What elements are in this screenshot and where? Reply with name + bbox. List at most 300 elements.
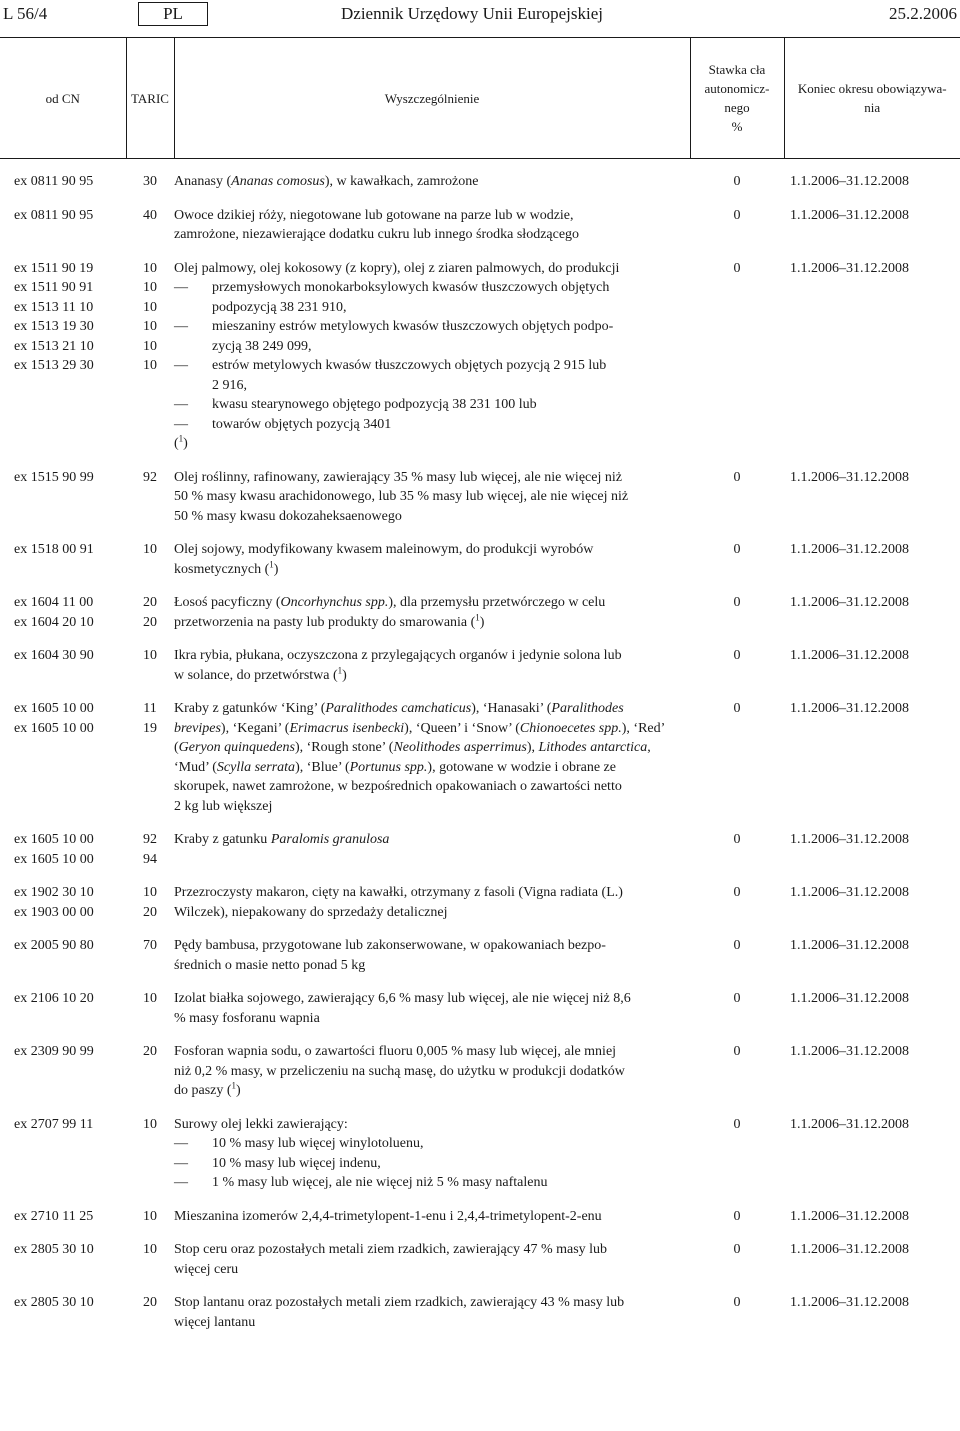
description-line: [174, 883, 682, 903]
text-span: Kraby z gatunku: [174, 832, 271, 847]
cn-code-cell: [0, 593, 126, 632]
dash-mark: —: [174, 280, 188, 295]
dash-item-text: [212, 278, 682, 317]
taric-code: 20: [143, 1295, 157, 1310]
taric-code: 10: [143, 299, 157, 315]
language-box: PL: [138, 2, 208, 26]
dash-item: [174, 415, 682, 435]
rate-cell: 0: [733, 469, 741, 485]
text-span: Surowy olej lekki zawierający:: [174, 1116, 348, 1132]
description-line: [174, 540, 682, 560]
description-cell: [174, 1115, 690, 1193]
italic-text: Paralithodes camchaticus: [325, 701, 472, 716]
dash-item: [174, 1154, 682, 1174]
cn-code: ex 1511 90 19: [14, 260, 94, 276]
taric-code: 20: [143, 1044, 157, 1059]
spacer-cell: [0, 192, 960, 206]
text-span: ), ‘Blue’ (: [295, 759, 350, 775]
table-row: [0, 830, 960, 869]
cn-code: ex 1605 10 00: [14, 701, 94, 716]
text-span: ), ‘Kegani’ (: [220, 720, 290, 736]
table-row: [0, 468, 960, 527]
period-cell: 1.1.2006–31.12.2008: [790, 174, 909, 189]
description-line: [174, 777, 682, 797]
description-line: [174, 487, 682, 507]
description-cell: [174, 1293, 690, 1332]
cn-code: ex 1902 30 10: [14, 885, 94, 900]
text-span: Fosforan wapnia sodu, o zawartości fluoru 0,005 % masy lub więcej, ale mniej: [174, 1044, 617, 1059]
cn-code: ex 1513 29 30: [14, 358, 94, 373]
taric-code: 94: [143, 851, 157, 867]
cn-code: ex 2005 90 80: [14, 938, 94, 953]
description-line: [174, 1042, 682, 1062]
dash-item-line: estrów metylowych kwasów tłuszczowych objętych pozycją 2 915 lub: [212, 358, 607, 373]
table-row: [0, 989, 960, 1028]
description-line: [174, 613, 682, 633]
dash-item: [174, 356, 682, 395]
text-span: zamrożone, niezawierające dodatku cukru lub innego środka słodzącego: [174, 227, 580, 242]
spacer-cell: [0, 975, 960, 989]
text-span: więcej lantanu: [174, 1314, 256, 1330]
period-cell: 1.1.2006–31.12.2008: [790, 1208, 909, 1224]
table-row: [0, 1240, 960, 1279]
row-spacer: [0, 526, 960, 540]
text-span: Przezroczysty makaron, cięty na kawałki, otrzymany z fasoli (Vigna radiata (L.): [174, 885, 623, 900]
period-cell: 1.1.2006–31.12.2008: [790, 648, 909, 663]
row-spacer: [0, 245, 960, 259]
italic-text: Neolithodes asperrimus: [393, 740, 527, 755]
text-span: Olej palmowy, olej kokosowy (z kopry), olej z ziaren palmowych, do produkcji: [174, 260, 620, 276]
cn-code: ex 2805 30 10: [14, 1295, 94, 1310]
dash-item: [174, 395, 682, 415]
description-cell: [174, 646, 690, 685]
italic-text: Ananas comosus: [231, 174, 325, 189]
text-span: % masy fosforanu wapnia: [174, 1010, 320, 1026]
rate-header-line: nego: [724, 100, 750, 115]
description-cell: [174, 259, 690, 454]
cn-code: ex 2106 10 20: [14, 991, 94, 1006]
text-span: ): [273, 561, 279, 577]
description-line: [174, 468, 682, 488]
table-row: [0, 259, 960, 454]
text-span: więcej ceru: [174, 1261, 239, 1277]
row-spacer: [0, 579, 960, 593]
description-line: [174, 1062, 682, 1082]
period-cell: 1.1.2006–31.12.2008: [790, 938, 909, 953]
text-span: kosmetycznych (: [174, 561, 270, 577]
description-line: [174, 1009, 682, 1029]
text-span: Ikra rybia, płukana, oczyszczona z przylegających organów i jedynie solona lub: [174, 648, 622, 663]
dash-mark: —: [174, 1155, 188, 1171]
text-span: do paszy (: [174, 1083, 232, 1098]
description-line: [174, 1115, 682, 1135]
taric-code: 10: [143, 1208, 157, 1224]
text-span: ,: [647, 740, 651, 755]
spacer-cell: [0, 526, 960, 540]
cn-code: ex 2805 30 10: [14, 1242, 94, 1257]
dash-item-line: towarów objętych pozycją 3401: [212, 416, 392, 432]
text-span: Mieszanina izomerów 2,4,4-trimetylopent-1-enu i 2,4,4-trimetylopent-2-enu: [174, 1208, 602, 1224]
cn-code: ex 1515 90 99: [14, 469, 94, 485]
dash-item-line: podpozycją 38 231 910,: [212, 299, 347, 315]
rate-cell: 0: [733, 174, 741, 189]
text-span: Olej sojowy, modyfikowany kwasem maleinowym, do produkcji wyrobów: [174, 542, 594, 557]
taric-code: 92: [143, 469, 157, 485]
spacer-cell: [0, 579, 960, 593]
description-cell: [174, 883, 690, 922]
cn-code: ex 1604 11 00: [14, 595, 94, 610]
text-span: przetworzenia na pasty lub produkty do smarowania (: [174, 614, 476, 630]
dash-item: [174, 278, 682, 317]
dash-item: [174, 1173, 682, 1193]
period-cell: 1.1.2006–31.12.2008: [790, 1044, 909, 1059]
dash-item-line: 10 % masy lub więcej indenu,: [212, 1155, 381, 1171]
row-spacer: [0, 922, 960, 936]
cn-code: ex 1511 90 91: [14, 280, 94, 295]
italic-text: Erimacrus isenbecki: [289, 720, 405, 736]
spacer-cell: [0, 1279, 960, 1293]
col-header-description: Wyszczególnienie: [174, 38, 690, 159]
description-cell: [174, 989, 690, 1028]
taric-code: 10: [143, 319, 157, 334]
dash-mark: —: [174, 1175, 188, 1190]
taric-cell: [126, 1207, 174, 1227]
dash-item-line: 10 % masy lub więcej winylotoluenu,: [212, 1136, 424, 1151]
italic-text: Scylla serrata: [216, 759, 296, 775]
dash-item: [174, 317, 682, 356]
dash-item-line: kwasu stearynowego objętego podpozycją 38 231 100 lub: [212, 397, 537, 412]
rate-header-line: Stawka cła: [708, 62, 766, 77]
period-cell: 1.1.2006–31.12.2008: [790, 260, 909, 276]
page-header: [0, 0, 960, 30]
rate-cell: 0: [733, 595, 741, 610]
description-line: [174, 507, 682, 527]
rate-cell: 0: [733, 991, 741, 1006]
description-cell: [174, 540, 690, 579]
italic-text: Paralomis granulosa: [270, 832, 390, 847]
taric-cell: [126, 540, 174, 579]
dash-item: [174, 1134, 682, 1154]
description-line: [174, 646, 682, 666]
cn-code-cell: [0, 936, 126, 975]
dash-item-text: [212, 1154, 682, 1174]
table-row: [0, 1042, 960, 1101]
description-line: [174, 1293, 682, 1313]
cn-code: ex 1605 10 00: [14, 832, 94, 847]
italic-text: Portunus spp.: [349, 759, 428, 775]
table-row: [0, 593, 960, 632]
rate-cell: 0: [733, 648, 741, 663]
cn-code: ex 1604 20 10: [14, 614, 94, 630]
cn-code: ex 1513 21 10: [14, 338, 94, 354]
text-span: ), w kawałkach, zamrożone: [324, 174, 479, 189]
description-cell: [174, 468, 690, 527]
spacer-cell: [0, 1226, 960, 1240]
row-spacer: [0, 454, 960, 468]
dash-mark: —: [174, 397, 188, 412]
spacer-cell: [0, 1101, 960, 1115]
table-row: [0, 883, 960, 922]
description-line: [174, 1240, 682, 1260]
row-spacer: [0, 1028, 960, 1042]
text-span: średnich o masie netto ponad 5 kg: [174, 957, 366, 973]
dash-item-text: [212, 415, 682, 435]
description-line: [174, 172, 682, 192]
rate-cell: 0: [733, 207, 741, 223]
description-line: [174, 666, 682, 686]
taric-code: 10: [143, 260, 157, 276]
cn-code: ex 0811 90 95: [14, 174, 94, 189]
taric-code: 10: [143, 885, 157, 900]
description-line: [174, 225, 682, 245]
rate-cell: 0: [733, 885, 741, 900]
rate-cell: 0: [733, 542, 741, 557]
taric-cell: [126, 1115, 174, 1193]
page-number: L 56/4: [3, 4, 48, 23]
spacer-cell: [0, 632, 960, 646]
dash-item-text: [212, 317, 682, 356]
rate-cell: 0: [733, 1242, 741, 1257]
rate-cell: 0: [733, 1295, 741, 1310]
description-line: [174, 206, 682, 226]
period-header-line: nia: [864, 100, 881, 115]
rate-cell: 0: [733, 1208, 741, 1224]
dash-item-line: przemysłowych monokarboksylowych kwasów tłuszczowych objętych: [212, 280, 610, 295]
period-cell: 1.1.2006–31.12.2008: [790, 885, 909, 900]
publication-date: 25.2.2006: [889, 4, 957, 23]
taric-cell: [126, 936, 174, 975]
taric-cell: [126, 1240, 174, 1279]
taric-code: 10: [143, 1116, 157, 1132]
cn-code: ex 2309 90 99: [14, 1044, 94, 1059]
text-span: ), gotowane w wodzie i obrane ze: [427, 759, 616, 775]
italic-text: Oncorhynchus spp.: [280, 595, 389, 610]
description-line: [174, 593, 682, 613]
taric-cell: [126, 206, 174, 245]
period-cell: 1.1.2006–31.12.2008: [790, 469, 909, 485]
description-cell: [174, 1240, 690, 1279]
dash-item-text: [212, 1134, 682, 1154]
table-row: [0, 699, 960, 816]
taric-cell: [126, 468, 174, 527]
taric-cell: [126, 159, 174, 192]
taric-code: 19: [143, 720, 157, 736]
footnote-ref: 1: [475, 611, 480, 622]
text-span: ): [342, 667, 347, 683]
italic-text: Lithodes antarctica: [538, 740, 648, 755]
period-cell: 1.1.2006–31.12.2008: [790, 207, 909, 223]
table-row: [0, 1115, 960, 1193]
row-spacer: [0, 816, 960, 830]
row-spacer: [0, 1279, 960, 1293]
spacer-cell: [0, 869, 960, 883]
dash-mark: —: [174, 416, 188, 432]
tariff-table: [0, 37, 960, 1332]
row-spacer: [0, 192, 960, 206]
description-cell: [174, 1207, 690, 1227]
cn-code-cell: [0, 206, 126, 245]
table-header-row: [0, 38, 960, 159]
table-row: [0, 1207, 960, 1227]
description-line: [174, 797, 682, 817]
text-span: 50 % masy kwasu dokozaheksaenowego: [174, 508, 402, 524]
text-span: ), ‘Hanasaki’ (: [471, 701, 552, 716]
description-line: [174, 830, 682, 850]
dash-item-text: [212, 356, 682, 395]
row-spacer: [0, 1226, 960, 1240]
taric-cell: [126, 259, 174, 454]
period-cell: 1.1.2006–31.12.2008: [790, 832, 909, 847]
text-span: ): [236, 1083, 241, 1098]
cn-code-cell: [0, 830, 126, 869]
taric-cell: [126, 646, 174, 685]
text-span: Owoce dzikiej róży, niegotowane lub gotowane na parze lub w wodzie,: [174, 207, 574, 223]
description-line: [174, 903, 682, 923]
text-span: Kraby z gatunków ‘King’ (: [174, 701, 326, 716]
table-row: [0, 936, 960, 975]
description-line: [174, 956, 682, 976]
col-header-taric: TARIC: [126, 38, 174, 159]
description-cell: [174, 593, 690, 632]
text-span: ‘Mud’ (: [174, 759, 217, 775]
taric-code: 10: [143, 338, 157, 354]
text-span: Stop lantanu oraz pozostałych metali ziem rzadkich, zawierający 43 % masy lub: [174, 1295, 625, 1310]
taric-code: 11: [143, 701, 157, 716]
description-cell: [174, 830, 690, 869]
description-line: [174, 989, 682, 1009]
cn-code: ex 1513 19 30: [14, 319, 94, 334]
taric-code: 20: [143, 904, 157, 920]
period-cell: 1.1.2006–31.12.2008: [790, 542, 909, 557]
cn-code-cell: [0, 540, 126, 579]
dash-item-line: 2 916,: [212, 377, 247, 393]
taric-code: 92: [143, 832, 157, 847]
spacer-cell: [0, 816, 960, 830]
rate-cell: 0: [733, 938, 741, 953]
cn-code: ex 1605 10 00: [14, 720, 94, 736]
text-span: w solance, do przetwórstwa (: [174, 667, 338, 683]
cn-code-cell: [0, 1240, 126, 1279]
description-line: [174, 1260, 682, 1280]
footnote-ref: 1: [231, 1080, 237, 1091]
description-line: [174, 1207, 682, 1227]
description-line: [174, 719, 682, 739]
text-span: ), ‘Queen’ i ‘Snow’ (: [404, 720, 520, 736]
taric-code: 10: [143, 358, 157, 373]
taric-code: 10: [143, 991, 157, 1006]
taric-code: 20: [143, 614, 157, 630]
table-row: [0, 1293, 960, 1332]
cn-code: ex 1518 00 91: [14, 542, 94, 557]
description-line: [174, 560, 682, 580]
italic-text: Chionoecetes spp.: [519, 720, 622, 736]
cn-code: ex 1605 10 00: [14, 851, 94, 867]
footnote-ref: 1: [337, 664, 343, 675]
dash-mark: —: [174, 319, 188, 334]
spacer-cell: [0, 245, 960, 259]
description-cell: [174, 1042, 690, 1101]
taric-cell: [126, 593, 174, 632]
cn-code: ex 1513 11 10: [14, 299, 94, 315]
rate-cell: 0: [733, 1116, 741, 1132]
taric-cell: [126, 699, 174, 816]
spacer-cell: [0, 922, 960, 936]
col-header-period: [784, 38, 960, 159]
period-cell: 1.1.2006–31.12.2008: [790, 701, 909, 716]
text-span: ), dla przemysłu przetwórczego w celu: [388, 595, 606, 610]
cn-code-cell: [0, 468, 126, 527]
rate-cell: 0: [733, 1044, 741, 1059]
period-header-line: Koniec okresu obowiązywa-: [797, 81, 947, 96]
dash-item-line: mieszaniny estrów metylowych kwasów tłuszczowych objętych podpo-: [212, 319, 614, 334]
taric-cell: [126, 1042, 174, 1101]
row-spacer: [0, 1101, 960, 1115]
description-line: [174, 259, 682, 279]
rate-cell: 0: [733, 260, 741, 276]
cn-code-cell: [0, 1115, 126, 1193]
rate-header-line: %: [731, 119, 743, 134]
cn-code: ex 1903 00 00: [14, 904, 94, 920]
taric-code: 10: [143, 542, 157, 557]
cn-code-cell: [0, 699, 126, 816]
table-row: [0, 646, 960, 685]
taric-code: 10: [143, 280, 157, 295]
cn-code-cell: [0, 1207, 126, 1227]
table-row: [0, 206, 960, 245]
cn-code-cell: [0, 159, 126, 192]
text-span: ), ‘Rough stone’ (: [294, 740, 394, 755]
taric-code: 20: [143, 595, 157, 610]
period-cell: 1.1.2006–31.12.2008: [790, 1242, 909, 1257]
italic-text: Geryon quinquedens: [178, 740, 295, 755]
taric-code: 10: [143, 1242, 157, 1257]
row-spacer: [0, 685, 960, 699]
cn-code: ex 0811 90 95: [14, 207, 94, 223]
description-line: [174, 1313, 682, 1333]
taric-cell: [126, 883, 174, 922]
taric-code: 40: [143, 207, 157, 223]
description-cell: [174, 936, 690, 975]
rate-cell: 0: [733, 832, 741, 847]
row-spacer: [0, 1193, 960, 1207]
rate-header-line: autonomicz-: [704, 81, 770, 96]
col-header-rate: [690, 38, 784, 159]
text-span: ),: [526, 740, 539, 755]
text-span: Pędy bambusa, przygotowane lub zakonserwowane, w opakowaniach bezpo-: [174, 938, 606, 953]
period-cell: 1.1.2006–31.12.2008: [790, 1116, 909, 1132]
description-cell: [174, 699, 690, 816]
cn-code-cell: [0, 883, 126, 922]
row-spacer: [0, 975, 960, 989]
dash-item-line: 1 % masy lub więcej, ale nie więcej niż 5 % masy naftalenu: [212, 1175, 548, 1190]
text-span: Stop ceru oraz pozostałych metali ziem rzadkich, zawierający 47 % masy lub: [174, 1242, 608, 1257]
cn-code: ex 2710 11 25: [14, 1208, 94, 1224]
dash-item-text: [212, 1173, 682, 1193]
text-span: Izolat białka sojowego, zawierający 6,6 % masy lub więcej, ale nie więcej niż 8,6: [174, 991, 631, 1006]
spacer-cell: [0, 1193, 960, 1207]
text-span: Ananasy (: [174, 174, 232, 189]
taric-code: 10: [143, 648, 157, 663]
row-spacer: [0, 869, 960, 883]
taric-cell: [126, 989, 174, 1028]
cn-code-cell: [0, 989, 126, 1028]
cn-code-cell: [0, 259, 126, 454]
description-line: [174, 738, 682, 758]
text-span: 50 % masy kwasu arachidonowego, lub 35 % masy lub więcej, ale nie więcej niż: [174, 489, 629, 504]
row-spacer: [0, 632, 960, 646]
spacer-cell: [0, 685, 960, 699]
description-line: [174, 758, 682, 778]
